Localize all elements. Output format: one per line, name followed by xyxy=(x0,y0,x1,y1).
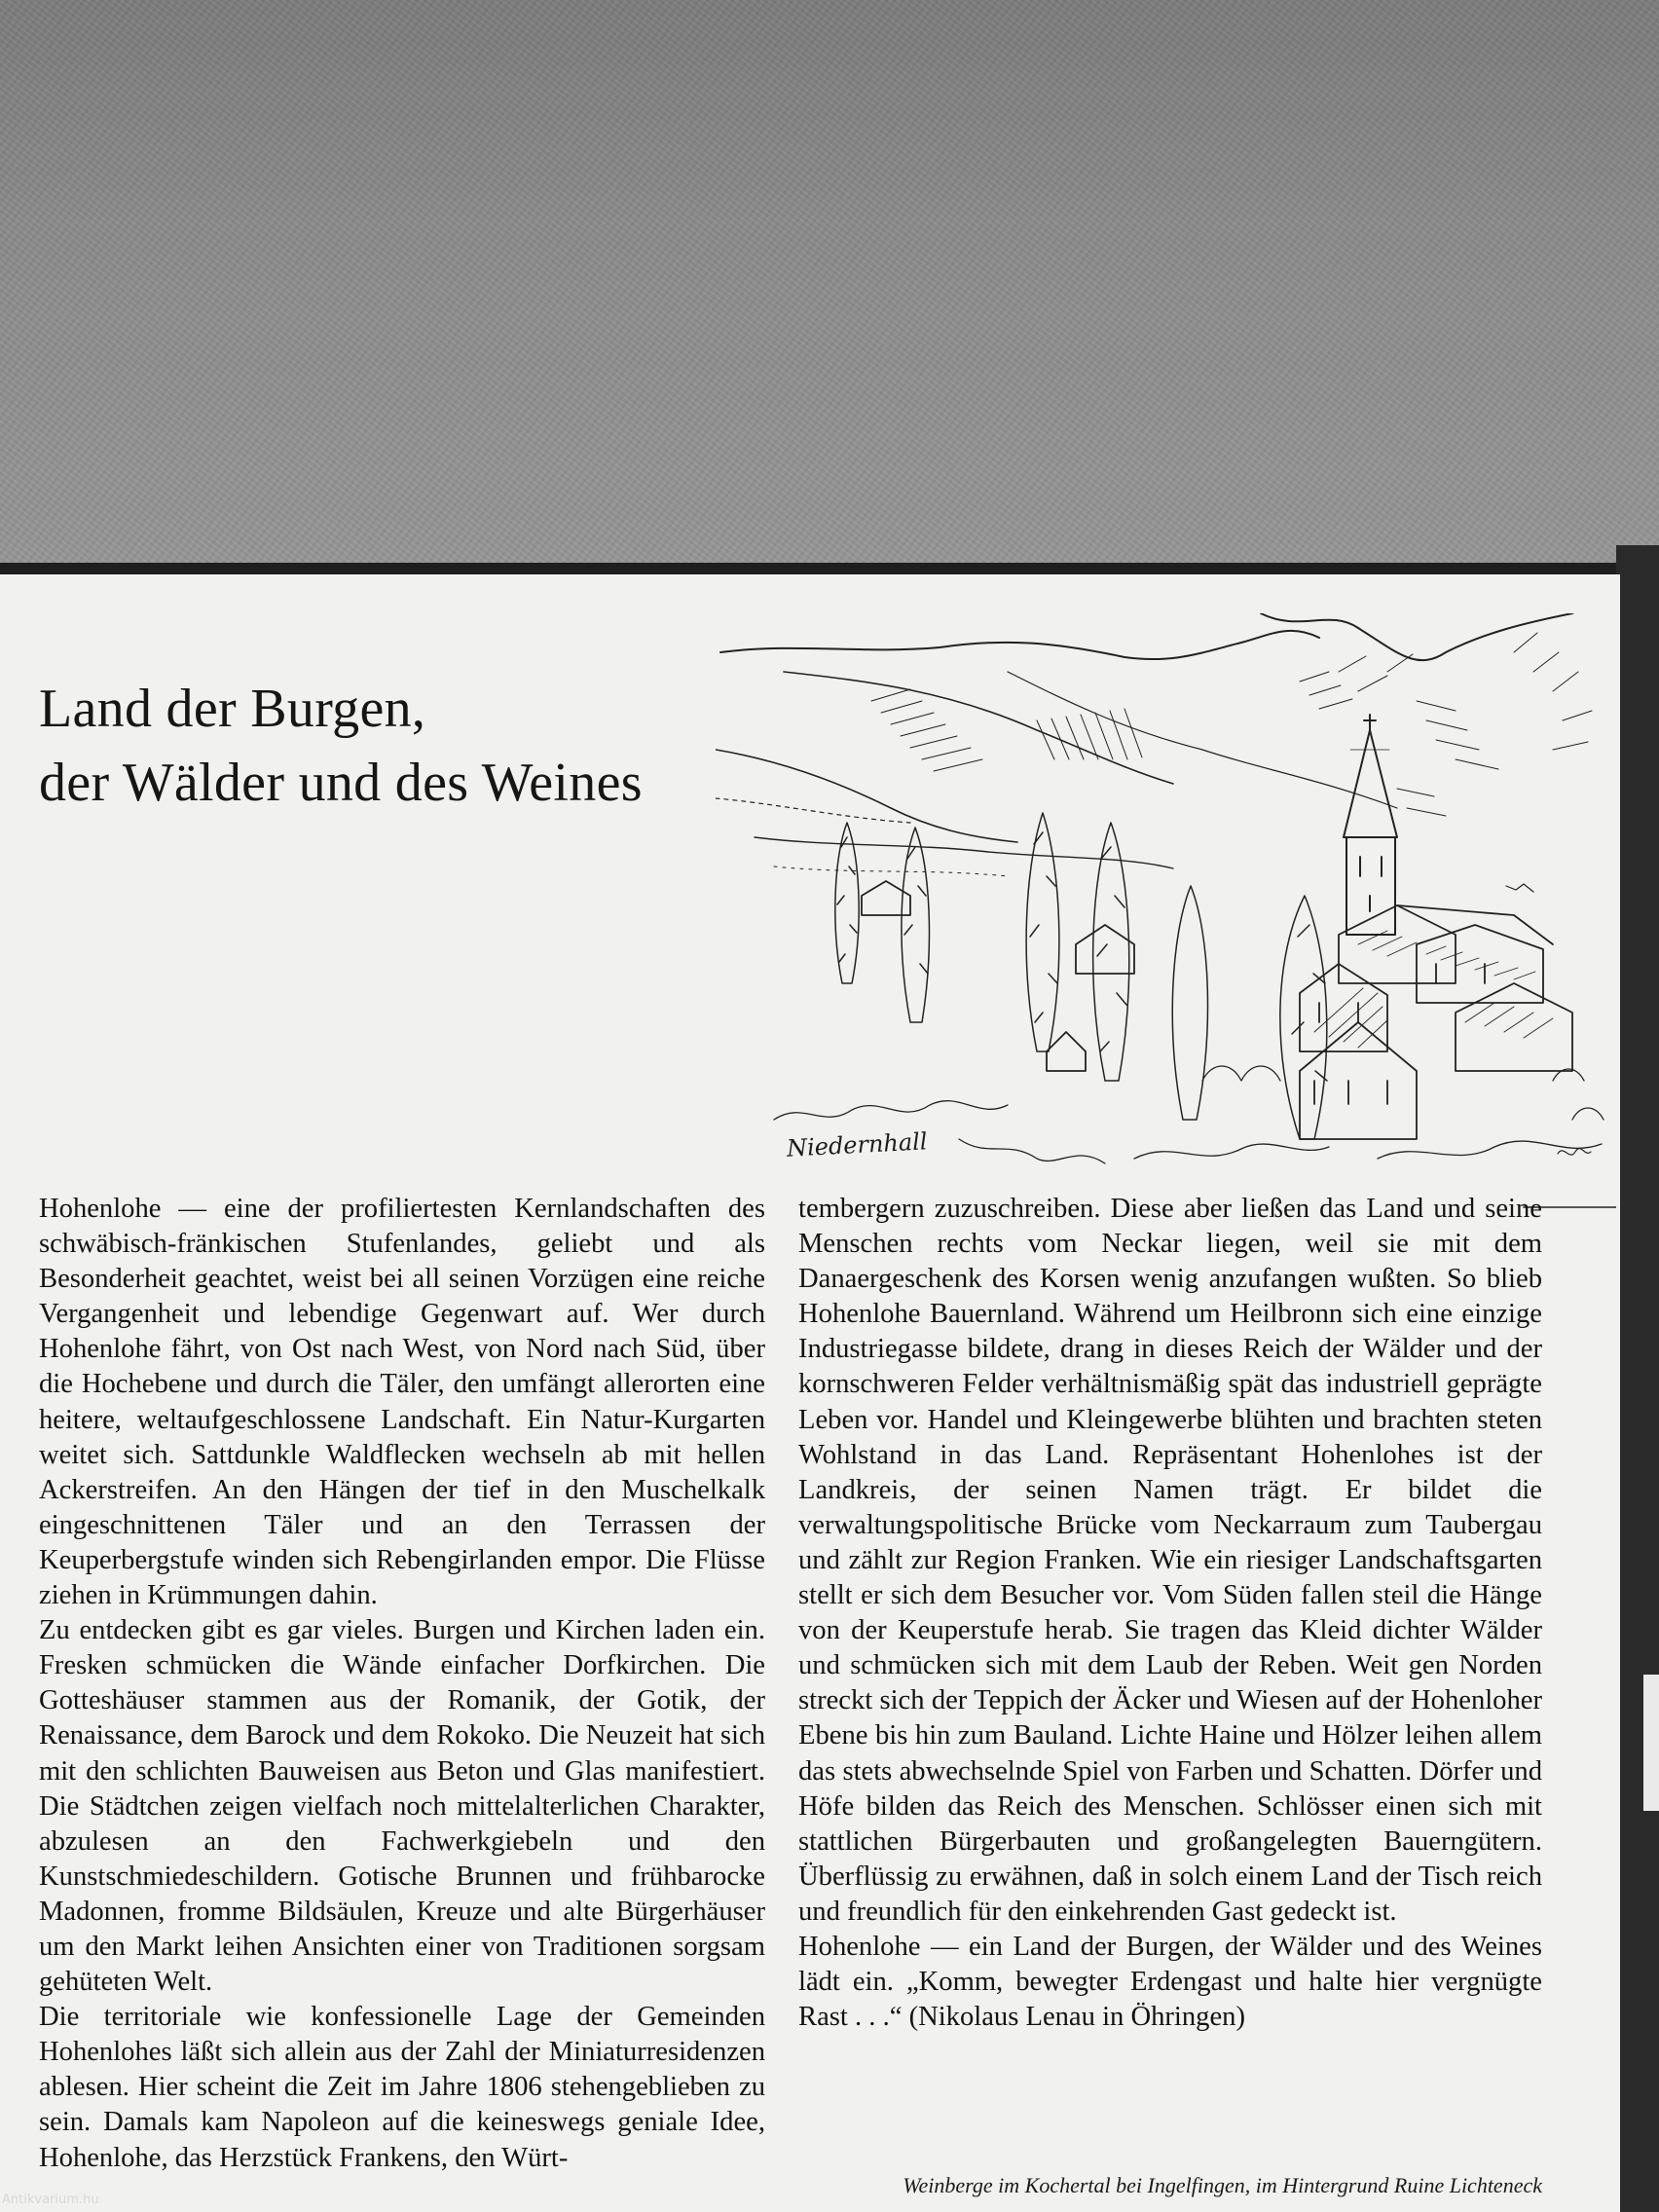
paragraph: tembergern zuzuschreiben. Diese aber ließen das Land und seine Menschen rechts vom Neckar liegen, weil sie mit dem Danaergeschenk des Korsen wenig anzufangen wußten. So blieb Hohenlohe Bauernland. Während um Heilbronn sich eine einzige Industriegasse bildete, drang in dieses Reich der Wälder und der kornschweren Felder verhältnismäßig spät das industriell geprägte Leben vor. Handel und Kleingewerbe blühten und brachten steten Wohlstand in das Land. Repräsentant Hohenlohes ist der Landkreis, der seinen Namen trägt. Er bildet die verwaltungspolitische Brücke vom Neckarraum zum Taubergau und zählt zur Region Franken. Wie ein riesiger Landschaftsgarten stellt er sich dem Besucher vor. Vom Süden fallen steil die Hänge von der Keuperstufe herab. Sie tragen das Kleid dichter Wälder und schmücken sich mit dem Laub der Reben. Weit gen Norden streckt sich der Teppich der Äcker und Wiesen auf der Hohenloher Ebene bis hin zum Bauland. Lichte Haine und Hölzer leihen allem das stets abwechselnde Spiel von Farben und Schatten. Dörfer und Höfe bilden das Reich des Menschen. Schlösser einen sich mit stattlichen Bürgerbauten und großangelegten Bauerngütern. Überflüssig zu erwähnen, daß in solch einem Land der Tisch reich und freundlich für den einkehrenden Gast gedeckt ist. xyxy=(798,1194,1542,1927)
paragraph: Zu entdecken gibt es gar vieles. Burgen und Kirchen laden ein. Fresken schmücken die Wände einfacher Dorfkirchen. Die Gotteshäuser stammen aus der Romanik, der Gotik, der Renaissance, dem Barock und dem Rokoko. Die Neuzeit hat sich mit den schlichten Bauweisen aus Beton und Glas manifestiert. Die Städtchen zeigen vielfach noch mittelalterlichen Charakter, abzulesen an den Fachwerkgiebeln und den Kunstschmiedeschildern. Gotische Brunnen und frühbarocke Madonnen, fromme Bildsäulen, Kreuze und alte Bürgerhäuser um den Markt leihen Ansichten einer von Traditionen sorgsam gehüteten Welt. xyxy=(39,1615,765,1998)
image-caption: Weinberge im Kochertal bei Ingelfingen, im Hintergrund Ruine Lichteneck xyxy=(903,2173,1542,2197)
artist-signature: Niedernhall xyxy=(786,1127,929,1162)
paragraph: Hohenlohe — ein Land der Burgen, der Wälder und des Weines lädt ein. „Komm, bewegter Erdengast und halte hier vergnügte Rast . . .“ (Nikolaus Lenau in Öhringen) xyxy=(798,1931,1542,2033)
background-wall xyxy=(0,0,1659,574)
watermark: Antikvarium.hu xyxy=(2,2193,99,2207)
book-side-edge xyxy=(1616,545,1659,2212)
paragraph: Hohenlohe — eine der profiliertesten Kernlandschaften des schwäbisch-fränkischen Stufenlandes, geliebt und als Besonderheit geachtet, weist bei all seinen Vorzügen eine reiche Vergangenheit und lebendige Gegenwart auf. Wer durch Hohenlohe fährt, von Ost nach West, von Nord nach Süd, über die Hochebene und durch die Täler, den umfängt allerorten eine heitere, weltaufgeschlossene Landschaft. Ein Natur-Kurgarten weitet sich. Sattdunkle Waldflecken wechseln ab mit hellen Ackerstreifen. An den Hängen der tief in den Muschelkalk eingeschnittenen Täler und an den Terrassen der Keuperbergstufe winden sich Rebengirlanden empor. Die Flüsse ziehen in Krümmungen dahin. xyxy=(39,1194,765,1611)
title-line-2: der Wälder und des Weines xyxy=(39,753,643,813)
text-column-left xyxy=(39,1192,765,2176)
book-page xyxy=(0,574,1620,2212)
title-line-1: Land der Burgen, xyxy=(39,679,426,739)
paragraph: Die territoriale wie konfessionelle Lage der Gemeinden Hohenlohes läßt sich allein aus der Zahl der Miniaturresidenzen ablesen. Hier scheint die Zeit im Jahre 1806 stehengeblieben zu sein. Damals kam Napoleon auf die keineswegs geniale Idee, Hohenlohe, das Herzstück Frankens, den Würt- xyxy=(39,2002,765,2173)
page-title xyxy=(39,672,643,820)
text-column-right xyxy=(798,1192,1542,2035)
